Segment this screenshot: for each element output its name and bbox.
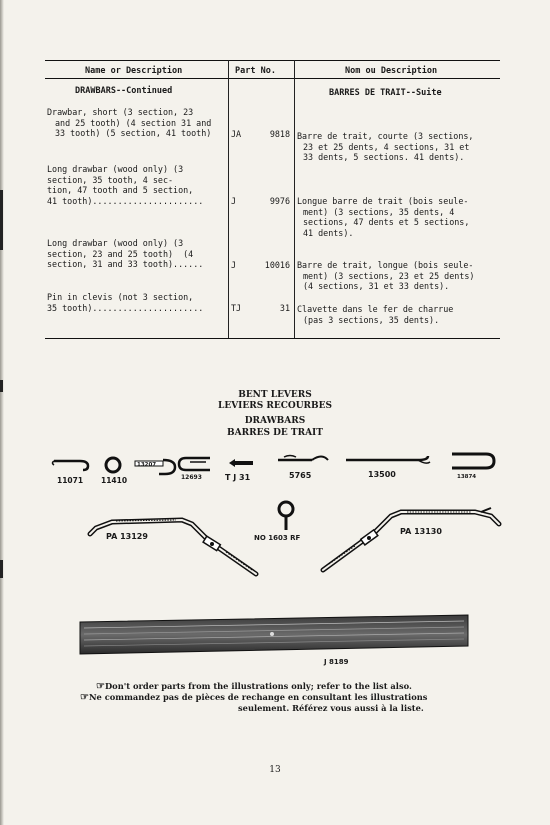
part-label: 13500 xyxy=(368,470,396,479)
row-fr-line: Barre de trait, longue (bois seule- xyxy=(297,260,474,270)
scan-mark xyxy=(0,560,3,578)
note-text-en: Don't order parts from the illustrations only; refer to the list also. xyxy=(104,681,412,691)
rod-13500-drawing xyxy=(344,452,434,468)
table-bottom-rule xyxy=(45,338,500,339)
row-fr-line: sections, 47 dents et 5 sections, xyxy=(303,217,470,228)
bent-lever-13874-drawing xyxy=(448,446,500,472)
part-label: J 8189 xyxy=(324,658,349,666)
row-number: 31 xyxy=(279,303,290,313)
row-desc-line: Long drawbar (wood only) (3 xyxy=(47,238,184,248)
bent-lever-pa13130-drawing xyxy=(315,506,503,578)
row-number: 9976 xyxy=(269,196,290,206)
pin-5765-drawing xyxy=(274,451,334,471)
page-number: 13 xyxy=(269,765,281,775)
row-desc-line: 41 tooth)...................... xyxy=(47,195,204,206)
header-part: Part No. xyxy=(235,66,276,76)
row-fr-line: (pas 3 sections, 35 dents). xyxy=(303,314,440,325)
row-desc-line: Pin in clevis (not 3 section, xyxy=(47,292,194,302)
row-desc-line: 33 tooth) (5 section, 41 tooth) xyxy=(55,128,212,139)
part-label: PA 13129 xyxy=(106,532,148,541)
note-line: seulement. Référez vous aussi à la liste. xyxy=(238,703,424,713)
row-desc-line: section, 31 and 33 tooth)...... xyxy=(47,259,204,270)
column-divider xyxy=(228,60,229,338)
row-desc-line: Drawbar, short (3 section, 23 xyxy=(47,107,194,117)
row-code: JA xyxy=(231,129,242,139)
wood-drawbar-j8189-drawing xyxy=(78,612,472,656)
header-nom: Nom ou Description xyxy=(345,66,438,76)
pin-tj31-drawing xyxy=(226,456,256,470)
table-top-rule xyxy=(45,60,500,61)
row-code: TJ xyxy=(231,303,242,313)
clevis-no1603rf-drawing xyxy=(272,498,302,532)
note-line xyxy=(96,681,412,692)
row-fr-line: 23 et 25 dents, 4 sections, 31 et xyxy=(303,141,470,152)
part-label: PA 13130 xyxy=(400,527,442,536)
row-desc-line: and 25 tooth) (4 section 31 and xyxy=(55,117,212,128)
row-number: 10016 xyxy=(264,260,290,270)
row-fr-line: Longue barre de trait (bois seule- xyxy=(297,196,469,206)
row-desc-line: section, 35 tooth, 4 sec- xyxy=(47,174,174,185)
part-label: 13874 xyxy=(457,474,477,480)
part-label: 11071 xyxy=(57,476,84,485)
row-desc-line: Long drawbar (wood only) (3 xyxy=(47,164,184,174)
illustration-title: DRAWBARS xyxy=(244,416,306,426)
illustration-title: BARRES DE TRAIT xyxy=(227,428,323,438)
row-fr-line: 33 dents, 5 sections. 41 dents). xyxy=(303,152,465,163)
part-label: 5765 xyxy=(289,471,312,480)
row-desc-line: 35 tooth)...................... xyxy=(47,302,204,313)
row-desc-line: tion, 47 tooth and 5 section, xyxy=(47,185,194,196)
ring-11410-drawing xyxy=(100,454,128,476)
scan-mark xyxy=(0,190,3,250)
column-divider xyxy=(294,60,295,338)
row-number: 9818 xyxy=(269,129,290,139)
row-fr-line: Clavette dans le fer de charrue xyxy=(297,304,454,314)
scan-edge xyxy=(0,0,4,825)
row-fr-line: ment) (3 sections, 35 dents, 4 xyxy=(303,206,455,217)
row-fr-line: Barre de trait, courte (3 sections, xyxy=(297,131,474,141)
pointing-hand-icon: ☞ xyxy=(96,681,105,692)
section-title-en: DRAWBARS--Continued xyxy=(75,86,173,96)
pointing-hand-icon: ☞ xyxy=(80,692,89,703)
table-header-rule xyxy=(45,78,500,79)
illustration-title: BENT LEVERS xyxy=(238,390,312,400)
section-title-fr: BARRES DE TRAIT--Suite xyxy=(329,88,442,98)
row-fr-line: (4 sections, 31 et 33 dents). xyxy=(303,281,450,292)
row-code: J xyxy=(231,260,237,270)
bent-lever-11071-drawing xyxy=(50,455,92,475)
part-label: 12693 xyxy=(181,474,202,481)
bent-lever-12693-drawing xyxy=(176,453,216,475)
part-label: 11410 xyxy=(101,476,128,485)
note-text-fr: Ne commandez pas de pièces de rechange en consultant les illustrations xyxy=(88,692,428,702)
part-label: T J 31 xyxy=(225,473,251,482)
illustration-title: LEVIERS RECOURBES xyxy=(218,401,332,411)
header-name: Name or Description xyxy=(85,66,183,76)
note-line xyxy=(80,692,427,703)
bent-lever-pa13129-drawing xyxy=(86,512,262,582)
row-code: J xyxy=(231,196,237,206)
part-label: NO 1603 RF xyxy=(254,534,301,542)
part-label: 13207 xyxy=(137,462,157,468)
row-fr-line: 41 dents). xyxy=(303,227,354,238)
row-fr-line: ment) (3 sections, 23 et 25 dents) xyxy=(303,270,475,281)
row-desc-line: section, 23 and 25 tooth) (4 xyxy=(47,248,194,259)
